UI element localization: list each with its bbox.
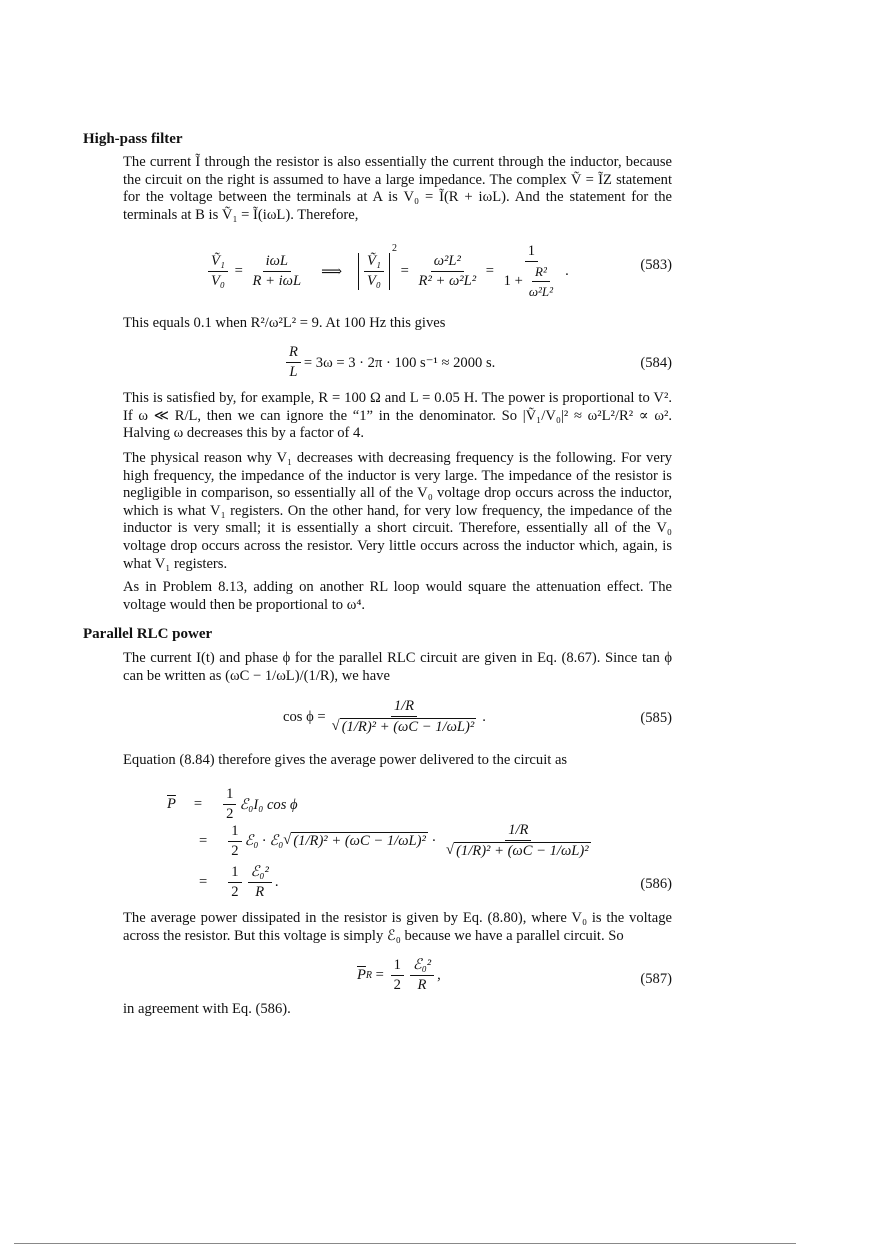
paragraph: As in Problem 8.13, adding on another RL loop would square the attenuation effect. The voltage would then be proportional to ω⁴. — [123, 579, 672, 613]
equation-number: (584) — [640, 355, 672, 371]
paragraph: The current Ĩ through the resistor is also essentially the current through the inductor, because the circuit on the right is assumed to have a large impedance. The complex Ṽ = ĨZ statement for the voltage between the terminals at A is V₀ = Ĩ(R + iωL). And the statement for the terminals at B is Ṽ₁ = Ĩ(iωL). Therefore, — [123, 154, 672, 223]
fraction: $\frac{\text{Ṽ₁}}{\text{V₀}}$ — [208, 253, 228, 290]
section-heading-high-pass: High-pass filter — [83, 131, 183, 147]
paragraph: This equals 0.1 when R²/ω²L² = 9. At 100 Hz this gives — [123, 315, 446, 331]
footer-rule — [14, 1243, 796, 1244]
paragraph: The current I(t) and phase ϕ for the parallel RLC circuit are given in Eq. (8.67). Since tan ϕ can be written as (ωC − 1/ωL)/(1/R), we have — [123, 650, 672, 684]
paragraph: in agreement with Eq. (586). — [123, 1001, 291, 1017]
section-heading-parallel-rlc: Parallel RLC power — [83, 626, 213, 642]
paragraph: Equation (8.84) therefore gives the average power delivered to the circuit as — [123, 752, 568, 768]
equation-583: $\frac{\text{Ṽ₁}}{\text{V₀}}$ = $\frac{\text{iωL}}{\text{R + iωL}}$ ⟹ $\frac{\text{Ṽ₁}}{\text{V₀}}$ $^2$ = $\frac{\text{ω²L²}}{\text{R² + ω²L²}}$ = 1 1 + $\frac{\text{R²}}{\text{ω²L²}}$ . (583) — [123, 243, 672, 303]
equation-number: (585) — [640, 710, 672, 726]
equation-number: (586) — [640, 876, 672, 892]
equation-585: cos ϕ = 1/R √ (1/R)² + (ωC − 1/ωL)² . (585) — [283, 698, 672, 735]
fraction: $\frac{\text{iωL}}{\text{R + iωL}}$ — [252, 253, 302, 289]
equation-number: (587) — [640, 971, 672, 987]
equation-586: $\overline{P}$ = $\frac{1}{2}$ ℰ₀I₀ cos ϕ = $\frac{1}{2}$ ℰ₀ · ℰ₀ √ (1/R)² + (ωC − 1/ωL)² · 1/R √ (1/R)² + (ωC − 1/ωL)² = $\frac{1}{2}$ $\frac{\text{ℰ₀²}}{R}$ . (586) — [167, 786, 672, 900]
equation-587: $\overline{P}$ R = $\frac{1}{2}$ $\frac{\text{ℰ₀²}}{R}$ , (587) — [357, 957, 672, 993]
equation-584: $\frac{R}{L}$ = 3ω = 3 · 2π · 100 s⁻¹ ≈ 2000 s. (584) — [123, 344, 672, 384]
paragraph: This is satisfied by, for example, R = 100 Ω and L = 0.05 H. The power is proportional to V². If ω ≪ R/L, then we can ignore the “1” in the denominator. So |Ṽ₁/V₀|² ≈ ω²L²/R² ∝ ω². Halving ω decreases this by a factor of 4. — [123, 390, 672, 442]
paragraph: The average power dissipated in the resistor is given by Eq. (8.80), where V₀ is the voltage across the resistor. But this voltage is simply ℰ₀ because we have a parallel circuit. So — [123, 910, 672, 944]
paragraph: The physical reason why V₁ decreases with decreasing frequency is the following. For very high frequency, the impedance of the inductor is very large. The impedance of the resistor is negligible in comparison, so essentially all of the V₀ voltage drop occurs across the inductor, which is what V₁ registers. On the other hand, for very low frequency, the impedance of the inductor is very small; it is essentially a short circuit. Therefore, essentially all of the V₀ voltage drop occurs across the resistor. Very little occurs across the inductor which, again, is what V₁ registers. — [123, 450, 672, 572]
equation-number: (583) — [640, 257, 672, 273]
